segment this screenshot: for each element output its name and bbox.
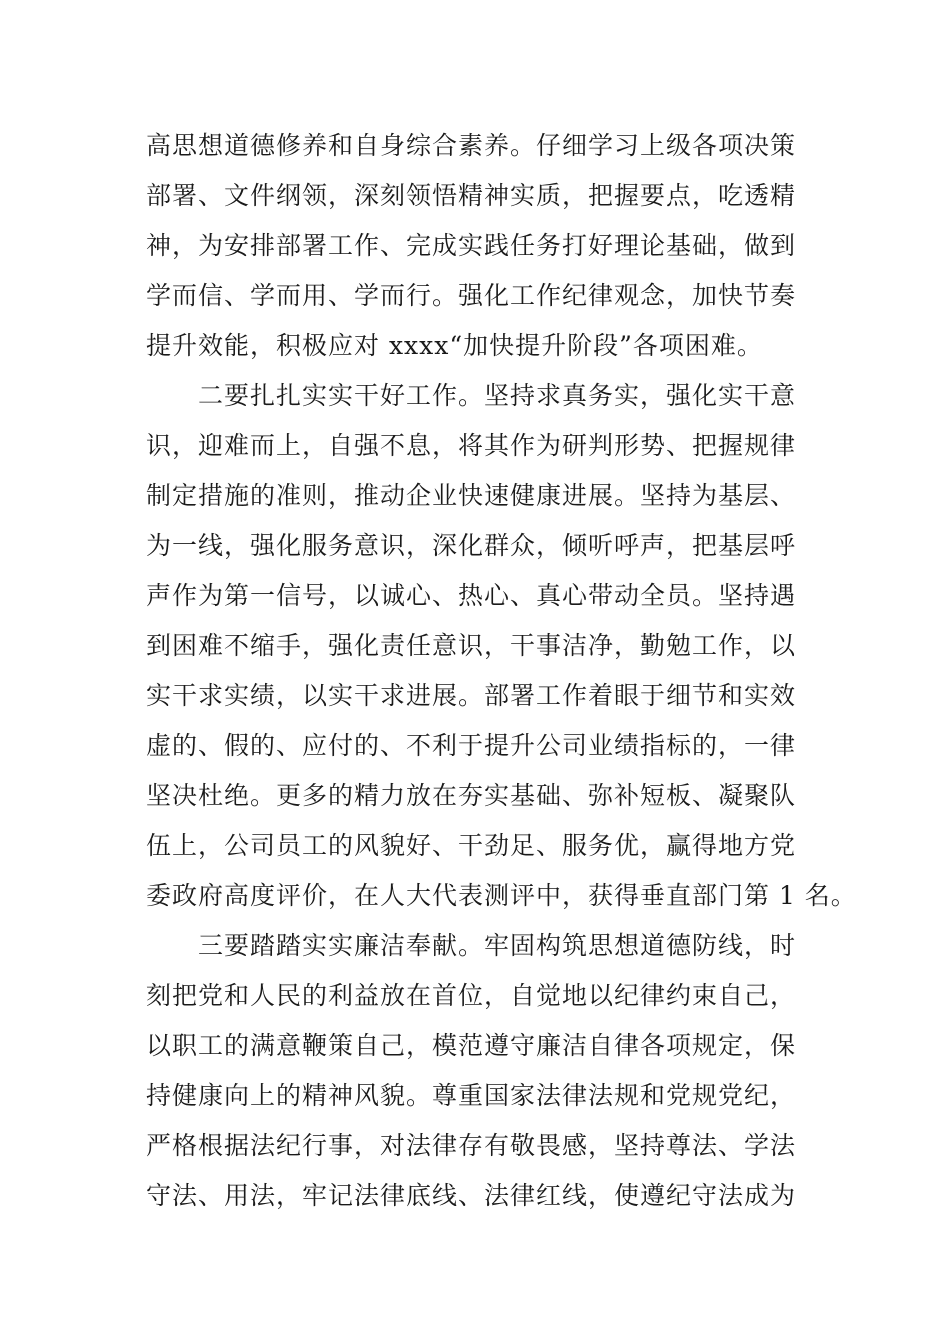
text-line: 实干求实绩，以实干求进展。部署工作着眼于细节和实效 xyxy=(146,681,797,710)
text-line: 神，为安排部署工作、完成实践任务打好理论基础，做到 xyxy=(146,231,797,260)
text-line: 部署、文件纲领，深刻领悟精神实质，把握要点，吃透精 xyxy=(146,181,797,210)
text-line: 以职工的满意鞭策自己，模范遵守廉洁自律各项规定，保 xyxy=(146,1031,797,1060)
text-line: 到困难不缩手，强化责任意识，干事洁净，勤勉工作，以 xyxy=(146,631,797,660)
text-line: 严格根据法纪行事，对法律存有敬畏感，坚持尊法、学法 xyxy=(146,1131,797,1160)
paragraph-2 xyxy=(146,371,857,921)
paragraph-1 xyxy=(146,121,846,371)
text-line: 持健康向上的精神风貌。尊重国家法律法规和党规党纪， xyxy=(146,1081,797,1110)
text-line: 制定措施的准则，推动企业快速健康进展。坚持为基层、 xyxy=(146,481,797,510)
text-line: 虚的、假的、应付的、不利于提升公司业绩指标的，一律 xyxy=(146,731,797,760)
text-line: 提升效能，积极应对 xxxx“加快提升阶段”各项困难。 xyxy=(146,331,763,360)
text-line: 高思想道德修养和自身综合素养。仔细学习上级各项决策 xyxy=(146,131,797,160)
text-line: 委政府高度评价，在人大代表测评中，获得垂直部门第 1 名。 xyxy=(146,881,857,910)
text-line: 二要扎扎实实干好工作。坚持求真务实，强化实干意 xyxy=(198,381,797,410)
text-line: 伍上，公司员工的风貌好、干劲足、服务优，赢得地方党 xyxy=(146,831,797,860)
text-line: 刻把党和人民的利益放在首位，自觉地以纪律约束自己， xyxy=(146,981,797,1010)
text-line: 坚决杜绝。更多的精力放在夯实基础、弥补短板、凝聚队 xyxy=(146,781,797,810)
text-line: 识，迎难而上，自强不息，将其作为研判形势、把握规律 xyxy=(146,431,797,460)
text-line: 为一线，强化服务意识，深化群众，倾听呼声，把基层呼 xyxy=(146,531,797,560)
text-line: 守法、用法，牢记法律底线、法律红线，使遵纪守法成为 xyxy=(146,1181,797,1210)
text-line: 声作为第一信号，以诚心、热心、真心带动全员。坚持遇 xyxy=(146,581,797,610)
text-line: 三要踏踏实实廉洁奉献。牢固构筑思想道德防线，时 xyxy=(198,931,797,960)
body-text xyxy=(146,121,857,1221)
paragraph-3 xyxy=(146,921,846,1221)
text-line: 学而信、学而用、学而行。强化工作纪律观念，加快节奏 xyxy=(146,281,797,310)
